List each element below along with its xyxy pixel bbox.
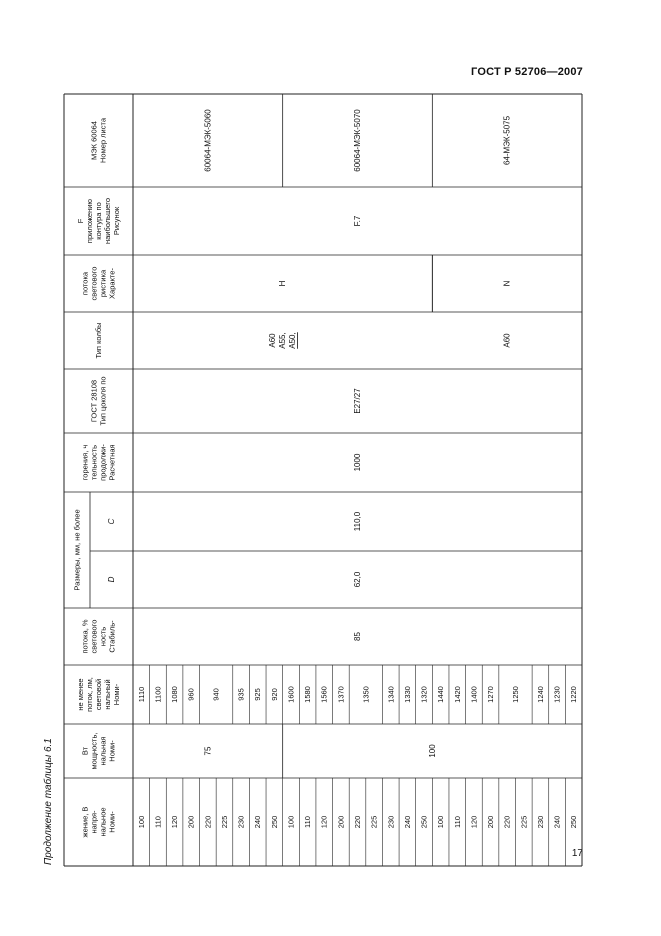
voltage-value: 250 <box>269 815 279 829</box>
power-75-value: 75 <box>203 746 213 756</box>
flux-value: 1230 <box>552 686 562 703</box>
page-number: 17 <box>571 848 583 859</box>
voltage-value: 230 <box>535 815 545 829</box>
header-voltage: жение, В <box>80 806 90 838</box>
voltage-value: 200 <box>186 815 196 829</box>
flux-value: 1400 <box>469 686 479 703</box>
flux-value: 1270 <box>486 686 496 703</box>
flux-value: 1250 <box>510 686 520 703</box>
voltage-value: 120 <box>319 815 329 829</box>
header-power: Вт <box>80 746 90 756</box>
voltage-value: 220 <box>203 815 213 829</box>
flux-value: 1240 <box>535 686 545 703</box>
header-flux-char: потока <box>80 271 90 296</box>
flux-char-n: N <box>502 280 512 287</box>
voltage-value: 250 <box>419 815 429 829</box>
header-dims-group: Размеры, мм, не более <box>72 509 82 591</box>
power-100-value: 100 <box>427 744 437 758</box>
stability-value: 85 <box>353 632 362 641</box>
header-dim-c: C <box>107 518 116 525</box>
voltage-value: 100 <box>436 815 446 829</box>
flux-value: 935 <box>236 688 246 701</box>
flux-value: 1580 <box>303 686 313 703</box>
table-continuation-caption: Продолжение таблицы 6.1 <box>43 738 54 865</box>
header-contour: контура по <box>94 202 103 240</box>
iec-value-5075: 64-МЭК-5075 <box>502 115 512 166</box>
voltage-value: 120 <box>469 815 479 829</box>
flux-value: 1080 <box>170 686 180 703</box>
voltage-value: 230 <box>386 815 396 829</box>
flux-value: 1100 <box>153 686 163 703</box>
flux-value: 1340 <box>386 686 396 703</box>
header-flux-char: ристика <box>98 269 108 298</box>
header-life: Расчетная <box>107 444 117 481</box>
voltage-value: 200 <box>486 815 496 829</box>
voltage-value: 240 <box>552 815 562 829</box>
header-flux: Номи- <box>112 683 121 706</box>
header-dim-d: D <box>107 576 116 583</box>
voltage-value: 110 <box>153 816 163 828</box>
flux-value: 1320 <box>419 686 429 703</box>
voltage-value: 110 <box>303 816 313 828</box>
header-power: нальная <box>98 736 108 766</box>
header-contour: F <box>76 218 85 224</box>
header-stability: ность <box>98 626 108 647</box>
voltage-value: 230 <box>236 815 246 829</box>
flux-value: 960 <box>186 688 196 701</box>
header-power: мощность, <box>89 732 99 770</box>
voltage-value: 225 <box>369 815 379 829</box>
flux-value: 1330 <box>402 686 412 703</box>
life-value: 1000 <box>353 453 362 472</box>
flux-value: 1110 <box>136 686 146 703</box>
header-stability: Стабиль- <box>107 620 117 653</box>
flux-value: 1420 <box>452 686 462 703</box>
voltage-value: 100 <box>286 815 296 829</box>
voltage-value: 240 <box>253 815 263 829</box>
flux-value: 925 <box>253 688 263 701</box>
voltage-value: 120 <box>170 815 180 829</box>
flux-value: 1440 <box>436 686 446 703</box>
flux-value: 920 <box>269 688 279 701</box>
header-life: горения, ч <box>80 444 90 481</box>
header-flux: поток, лм, <box>85 677 94 712</box>
header-power: Номи- <box>107 740 117 762</box>
header-contour: приложению <box>85 198 94 244</box>
iec-value-5060: 60064-МЭК-5060 <box>203 109 213 172</box>
flux-value: 1600 <box>286 686 296 703</box>
header-base: Тип цоколя по <box>98 376 108 426</box>
header-iec-sheet: Номер листа <box>98 117 108 164</box>
dim-c-value: 110,0 <box>353 511 362 532</box>
voltage-value: 200 <box>336 815 346 829</box>
flux-value: 1350 <box>361 686 371 703</box>
voltage-value: 225 <box>219 815 229 829</box>
header-contour: наибольшего <box>103 197 112 245</box>
voltage-value: 220 <box>502 815 512 829</box>
header-contour: Рисунок <box>112 206 121 236</box>
voltage-value: 240 <box>402 815 412 829</box>
header-iec-sheet: МЭК 60064 <box>89 121 99 160</box>
header-stability: светового <box>89 619 99 654</box>
bulb-value-a60: A60 <box>502 333 512 348</box>
flux-value: 940 <box>211 688 221 701</box>
header-flux: световой <box>94 678 103 711</box>
voltage-value: 250 <box>569 815 579 829</box>
header-flux: не менее <box>76 678 85 711</box>
header-voltage: Номи- <box>107 811 117 833</box>
voltage-value: 110 <box>452 816 462 828</box>
header-flux-char: Характе- <box>107 268 117 299</box>
document-id: ГОСТ Р 52706—2007 <box>471 66 583 78</box>
voltage-value: 225 <box>519 815 529 829</box>
bulb-values: A60 <box>268 333 278 348</box>
header-voltage: напря- <box>89 810 99 834</box>
header-voltage: нальное <box>98 807 108 837</box>
flux-value: 1370 <box>336 686 346 703</box>
header-life: тельность <box>89 445 99 480</box>
header-flux: нальный <box>103 679 112 710</box>
flux-value: 1220 <box>569 686 579 703</box>
header-flux-char: светового <box>89 266 99 301</box>
bulb-values: A50, <box>288 332 298 349</box>
voltage-value: 100 <box>136 815 146 829</box>
voltage-value: 220 <box>353 815 362 829</box>
header-stability: потока, % <box>80 619 90 654</box>
header-bulb: Тип колбы <box>94 322 103 359</box>
bulb-values: A55, <box>278 332 288 349</box>
dim-d-value: 62,0 <box>353 571 362 588</box>
contour-value: F.7 <box>353 215 362 227</box>
header-base: ГОСТ 28108 <box>89 379 99 423</box>
header-life: продолжи- <box>98 444 108 481</box>
flux-value: 1560 <box>319 686 329 703</box>
base-value: E27/27 <box>353 388 362 414</box>
iec-value-5070: 60064-МЭК-5070 <box>353 109 362 172</box>
flux-char-h: H <box>278 280 288 287</box>
